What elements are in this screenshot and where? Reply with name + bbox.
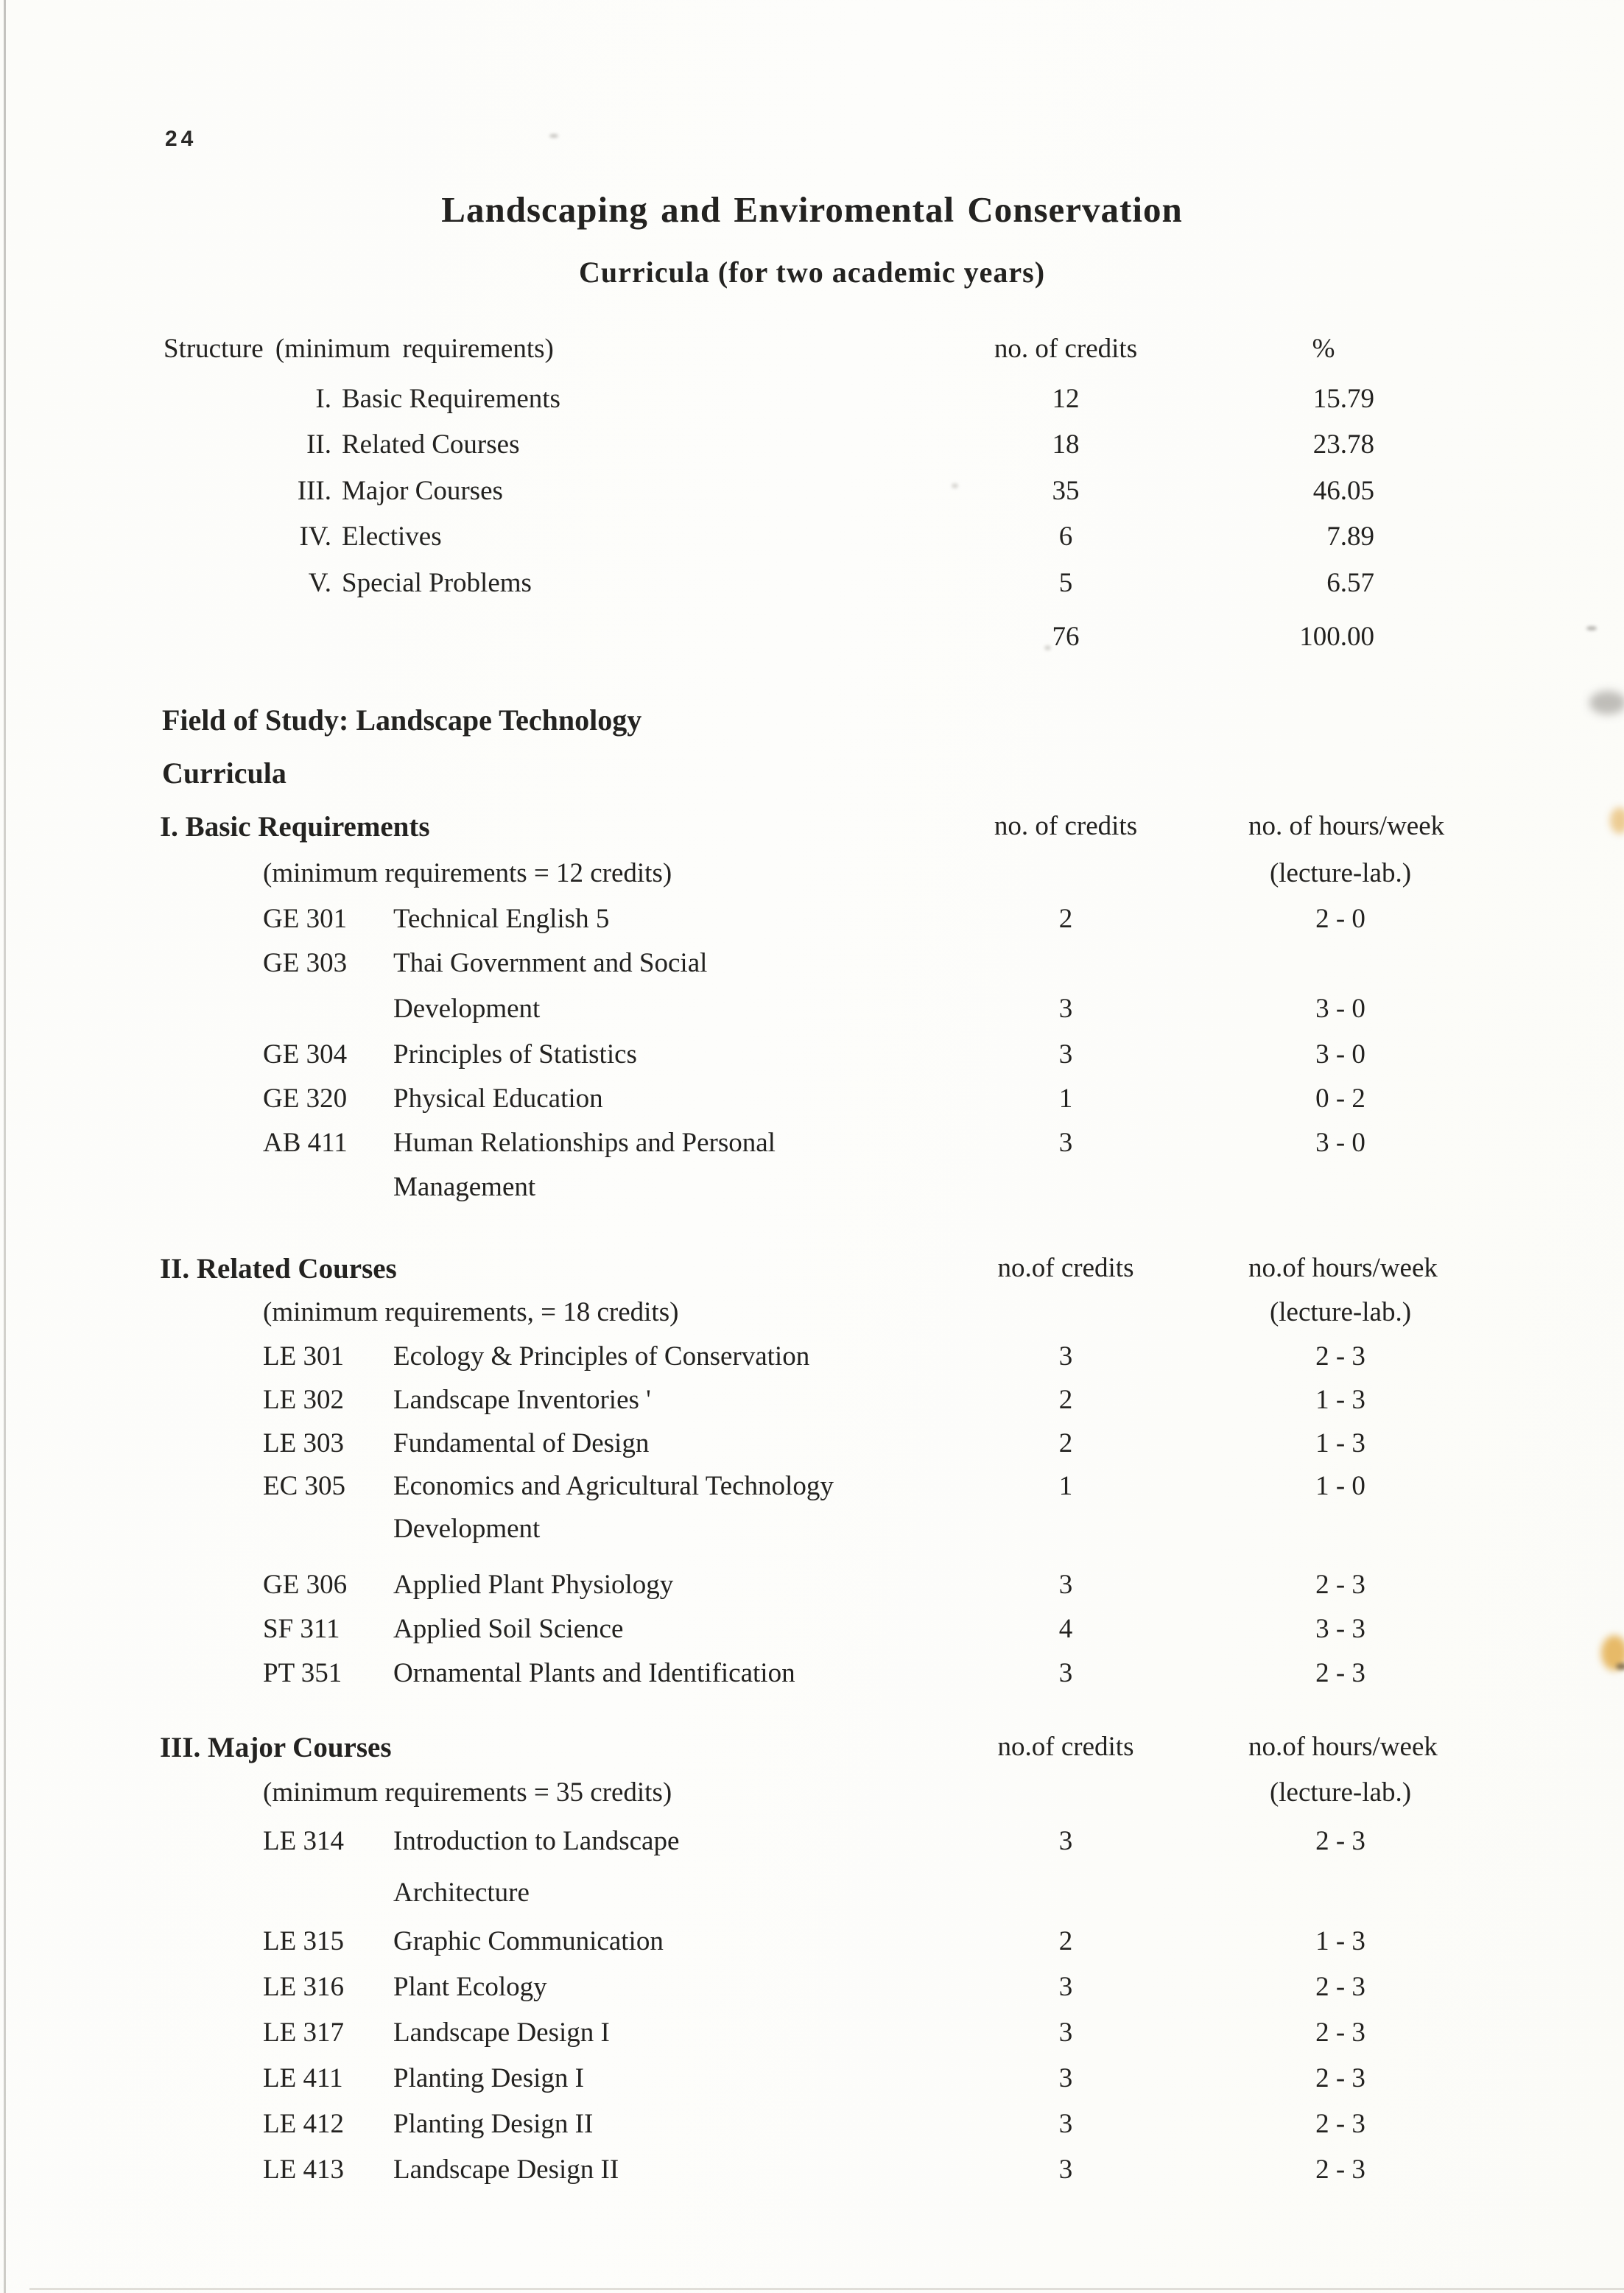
course-row [0, 2108, 1624, 2143]
row-numeral: II. [306, 429, 331, 460]
course-row [0, 1428, 1624, 1463]
table-row [0, 567, 1624, 603]
course-code: LE 301 [263, 1341, 344, 1372]
total-credits: 76 [1052, 622, 1080, 652]
row-percent: 15.79 [1312, 384, 1374, 414]
course-title: Landscape Design II [393, 2155, 619, 2185]
row-label: Electives [342, 522, 442, 552]
table-row [0, 429, 1624, 464]
course-code: LE 411 [263, 2063, 343, 2093]
course-row [0, 2154, 1624, 2189]
course-row [0, 1384, 1624, 1419]
course-code: GE 304 [263, 1039, 348, 1070]
curricula-line [0, 756, 1624, 791]
course-hours: 2 - 0 [1315, 904, 1365, 934]
course-code: LE 413 [263, 2155, 344, 2185]
hours-column-header: no.of hours/week [1248, 1732, 1438, 1762]
course-credits: 3 [1058, 2109, 1073, 2139]
section-heading: II. Related Courses [160, 1253, 397, 1285]
course-credits: 3 [1058, 994, 1073, 1024]
credits-column-header: no.of credits [997, 1732, 1134, 1762]
course-hours: 0 - 2 [1315, 1084, 1365, 1114]
course-hours: 1 - 0 [1315, 1471, 1365, 1501]
course-title: Planting Design II [393, 2109, 594, 2139]
curricula-label: Curricula [162, 756, 287, 790]
course-row [0, 947, 1624, 983]
percent-column-header: % [1312, 334, 1335, 364]
course-title: Planting Design I [393, 2063, 584, 2093]
course-code: LE 317 [263, 2018, 344, 2048]
course-code: GE 320 [263, 1084, 348, 1114]
field-of-study-line [0, 703, 1624, 738]
course-title: Ecology & Principles of Conservation [393, 1341, 810, 1372]
credits-column-header: no.of credits [997, 1253, 1134, 1283]
lecture-lab-label: (lecture-lab.) [1269, 858, 1412, 888]
row-percent: 46.05 [1312, 476, 1374, 506]
course-title: Architecture [393, 1878, 530, 1908]
course-hours: 2 - 3 [1315, 1826, 1365, 1856]
course-credits: 1 [1058, 1084, 1073, 1114]
row-percent: 23.78 [1312, 429, 1374, 460]
course-title: Fundamental of Design [393, 1428, 650, 1458]
course-code: LE 302 [263, 1385, 344, 1415]
course-title: Applied Plant Physiology [393, 1570, 674, 1600]
course-hours: 3 - 0 [1315, 994, 1365, 1024]
course-title: Economics and Agricultural Technology [393, 1471, 834, 1501]
table-row [0, 383, 1624, 418]
course-title: Landscape Inventories ' [393, 1385, 651, 1415]
course-row [0, 1971, 1624, 2006]
course-credits: 2 [1058, 1428, 1073, 1458]
course-hours: 1 - 3 [1315, 1428, 1365, 1458]
page-title: Landscaping and Enviromental Conservation [441, 189, 1183, 230]
course-code: LE 315 [263, 1926, 344, 1956]
row-numeral: V. [308, 568, 331, 598]
row-percent: 6.57 [1326, 568, 1374, 598]
course-hours: 3 - 0 [1315, 1128, 1365, 1158]
course-title: Technical English 5 [393, 904, 610, 934]
course-title: Human Relationships and Personal [393, 1128, 776, 1158]
course-title: Graphic Communication [393, 1926, 664, 1956]
course-hours: 1 - 3 [1315, 1926, 1365, 1956]
course-code: AB 411 [263, 1128, 348, 1158]
scan-edge-bottom [29, 2288, 1624, 2290]
course-code: LE 316 [263, 1972, 344, 2002]
course-title: Management [393, 1172, 536, 1202]
row-credits: 18 [1052, 429, 1080, 460]
course-code: LE 412 [263, 2109, 344, 2139]
course-hours: 3 - 0 [1315, 1039, 1365, 1070]
course-code: GE 301 [263, 904, 348, 934]
course-row-continuation [0, 1513, 1624, 1548]
course-row [0, 903, 1624, 938]
hours-column-header: no. of hours/week [1248, 811, 1445, 841]
table-row [0, 475, 1624, 510]
course-row [0, 1341, 1624, 1376]
course-code: GE 306 [263, 1570, 348, 1600]
course-credits: 2 [1058, 1926, 1073, 1956]
course-credits: 3 [1058, 1039, 1073, 1070]
course-row-continuation [0, 993, 1624, 1028]
course-row [0, 1569, 1624, 1604]
course-hours: 2 - 3 [1315, 2063, 1365, 2093]
course-title: Principles of Statistics [393, 1039, 637, 1070]
course-code: LE 314 [263, 1826, 344, 1856]
course-row [0, 1925, 1624, 1961]
row-percent: 7.89 [1326, 522, 1374, 552]
credits-column-header: no. of credits [994, 811, 1138, 841]
table-total-row [0, 621, 1624, 656]
course-credits: 2 [1058, 904, 1073, 934]
lecture-lab-label: (lecture-lab.) [1269, 1297, 1412, 1327]
row-numeral: IV. [299, 522, 331, 552]
course-credits: 3 [1058, 1570, 1073, 1600]
course-hours: 2 - 3 [1315, 1341, 1365, 1372]
row-label: Related Courses [342, 429, 520, 460]
section-header [0, 1731, 1624, 1766]
course-row [0, 1083, 1624, 1118]
course-row-continuation [0, 1877, 1624, 1912]
course-code: GE 303 [263, 948, 348, 978]
course-hours: 1 - 3 [1315, 1385, 1365, 1415]
course-credits: 3 [1058, 2155, 1073, 2185]
course-row [0, 1470, 1624, 1506]
course-row [0, 1825, 1624, 1861]
hours-column-header: no.of hours/week [1248, 1253, 1438, 1283]
section-header [0, 810, 1624, 846]
row-numeral: I. [315, 384, 331, 414]
page-subtitle: Curricula (for two academic years) [578, 256, 1046, 289]
course-credits: 3 [1058, 1826, 1073, 1856]
credits-column-header: no. of credits [994, 334, 1138, 364]
course-row-continuation [0, 1171, 1624, 1207]
row-credits: 35 [1052, 476, 1080, 506]
course-credits: 1 [1058, 1471, 1073, 1501]
course-credits: 3 [1058, 1341, 1073, 1372]
section-heading: I. Basic Requirements [160, 811, 430, 843]
row-credits: 12 [1052, 384, 1080, 414]
scan-speck [549, 134, 558, 138]
course-hours: 2 - 3 [1315, 1972, 1365, 2002]
minimum-requirements: (minimum requirements, = 18 credits) [263, 1297, 679, 1327]
row-label: Major Courses [342, 476, 503, 506]
course-title: Introduction to Landscape [393, 1826, 680, 1856]
course-row [0, 1127, 1624, 1162]
minimum-requirements: (minimum requirements = 12 credits) [263, 858, 672, 888]
structure-table-label: Structure (minimum requirements) [164, 334, 554, 364]
course-title: Physical Education [393, 1084, 603, 1114]
course-credits: 3 [1058, 1128, 1073, 1158]
lecture-lab-label: (lecture-lab.) [1269, 1777, 1412, 1808]
row-credits: 6 [1058, 522, 1073, 552]
course-row [0, 1657, 1624, 1693]
course-hours: 3 - 3 [1315, 1614, 1365, 1644]
course-title: Thai Government and Social [393, 948, 708, 978]
total-percent: 100.00 [1299, 622, 1374, 652]
course-row [0, 2017, 1624, 2052]
course-title: Applied Soil Science [393, 1614, 624, 1644]
minimum-requirements: (minimum requirements = 35 credits) [263, 1777, 672, 1808]
course-hours: 2 - 3 [1315, 1570, 1365, 1600]
course-title: Plant Ecology [393, 1972, 547, 2002]
row-credits: 5 [1058, 568, 1073, 598]
course-credits: 3 [1058, 2018, 1073, 2048]
course-credits: 2 [1058, 1385, 1073, 1415]
row-label: Special Problems [342, 568, 532, 598]
course-hours: 2 - 3 [1315, 2155, 1365, 2185]
section-subheader [0, 857, 1624, 893]
course-code: PT 351 [263, 1658, 342, 1688]
course-code: LE 303 [263, 1428, 344, 1458]
course-credits: 3 [1058, 1658, 1073, 1688]
structure-table-header [0, 333, 1624, 368]
course-hours: 2 - 3 [1315, 1658, 1365, 1688]
section-heading: III. Major Courses [160, 1732, 392, 1763]
section-subheader [0, 1296, 1624, 1332]
row-label: Basic Requirements [342, 384, 560, 414]
course-row [0, 1039, 1624, 1074]
course-code: SF 311 [263, 1614, 340, 1644]
page-number: 24 [165, 127, 197, 151]
course-credits: 3 [1058, 1972, 1073, 2002]
course-credits: 3 [1058, 2063, 1073, 2093]
section-header [0, 1252, 1624, 1288]
course-title: Development [393, 1514, 541, 1544]
course-hours: 2 - 3 [1315, 2018, 1365, 2048]
course-hours: 2 - 3 [1315, 2109, 1365, 2139]
course-title: Ornamental Plants and Identification [393, 1658, 795, 1688]
course-code: EC 305 [263, 1471, 346, 1501]
row-numeral: III. [297, 476, 331, 506]
field-of-study: Field of Study: Landscape Technology [162, 703, 642, 737]
course-title: Landscape Design I [393, 2018, 610, 2048]
section-subheader [0, 1777, 1624, 1812]
course-row [0, 1613, 1624, 1648]
course-title: Development [393, 994, 541, 1024]
course-row [0, 2062, 1624, 2098]
table-row [0, 521, 1624, 556]
course-credits: 4 [1058, 1614, 1073, 1644]
